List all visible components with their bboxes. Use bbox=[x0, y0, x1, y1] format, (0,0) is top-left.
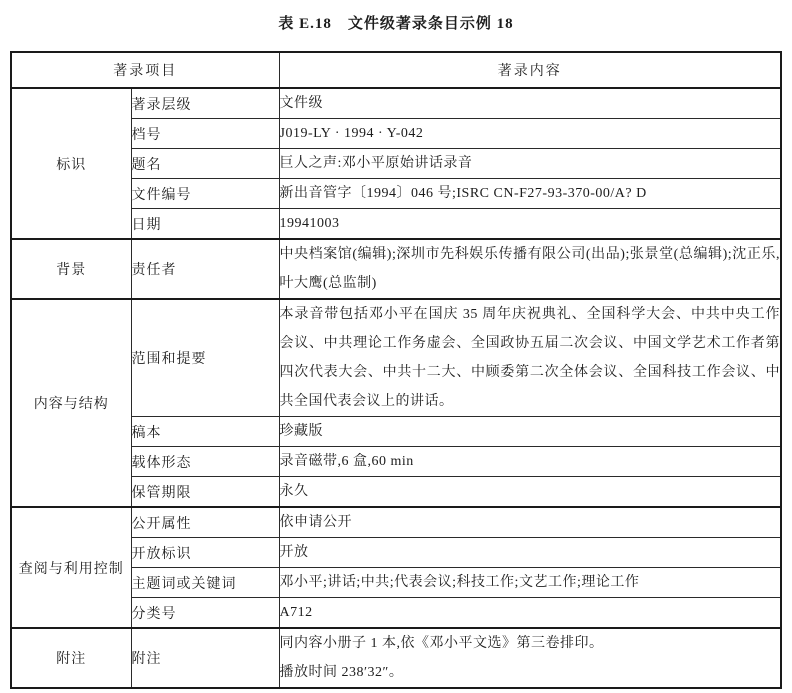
item-label-cell: 范围和提要 bbox=[131, 299, 279, 417]
content-cell bbox=[279, 477, 781, 508]
description-table bbox=[10, 51, 782, 689]
content-cell bbox=[279, 538, 781, 568]
content-line: 邓小平;讲话;中共;代表会议;科技工作;文艺工作;理论工作 bbox=[279, 575, 640, 590]
content-cell bbox=[279, 239, 781, 299]
page-title: 表 E.18 文件级著录条目示例 18 bbox=[278, 16, 514, 32]
item-label-cell: 开放标识 bbox=[131, 538, 279, 568]
content-cell bbox=[279, 149, 781, 179]
item-label-cell: 题名 bbox=[131, 149, 279, 179]
content-line: 巨人之声:邓小平原始讲话录音 bbox=[279, 156, 473, 171]
item-label-cell: 文件编号 bbox=[131, 179, 279, 209]
table-row bbox=[11, 507, 781, 538]
content-line: 新出音管字〔1994〕046 号;ISRC CN-F27-93-370-00/A? D bbox=[279, 186, 647, 201]
content-line: 珍藏版 bbox=[279, 424, 323, 439]
item-label-cell: 著录层级 bbox=[131, 88, 279, 119]
item-label-cell: 分类号 bbox=[131, 598, 279, 629]
content-line: 永久 bbox=[279, 484, 309, 499]
item-label-cell: 载体形态 bbox=[131, 447, 279, 477]
group-label-cell: 背景 bbox=[11, 239, 131, 299]
content-line: J019-LY · 1994 · Y-042 bbox=[279, 126, 424, 141]
content-cell bbox=[279, 119, 781, 149]
content-cell bbox=[279, 417, 781, 447]
content-line: 依申请公开 bbox=[279, 515, 352, 530]
item-label-cell: 稿本 bbox=[131, 417, 279, 447]
content-line: 播放时间 238′32″。 bbox=[279, 665, 404, 680]
content-cell bbox=[279, 507, 781, 538]
content-line: 本录音带包括邓小平在国庆 35 周年庆祝典礼、全国科学大会、中共中央工作会议、中共理论工作务虚会、全国政协五届二次会议、中国文学艺术工作者第四次代表大会、中共十二大、中顾委第二次全体会议、全国科技工作会议、中共全国代表会议上的讲话。 bbox=[279, 307, 780, 409]
content-cell bbox=[279, 88, 781, 119]
table-row bbox=[11, 628, 781, 688]
content-line: 中央档案馆(编辑);深圳市先科娱乐传播有限公司(出品);张景堂(总编辑);沈正乐,叶大鹰(总监制) bbox=[279, 247, 780, 291]
content-cell bbox=[279, 299, 781, 417]
content-line: 同内容小册子 1 本,依《邓小平文选》第三卷排印。 bbox=[279, 636, 604, 651]
item-label-cell: 附注 bbox=[131, 628, 279, 688]
group-label-cell: 标识 bbox=[11, 88, 131, 239]
content-cell bbox=[279, 209, 781, 240]
content-line: 文件级 bbox=[279, 96, 323, 111]
item-label-cell: 日期 bbox=[131, 209, 279, 240]
group-label-cell: 附注 bbox=[11, 628, 131, 688]
group-label-cell: 查阅与利用控制 bbox=[11, 507, 131, 628]
content-line: 开放 bbox=[279, 545, 309, 560]
table-row bbox=[11, 239, 781, 299]
content-cell bbox=[279, 179, 781, 209]
item-label-cell: 保管期限 bbox=[131, 477, 279, 508]
item-label-cell: 主题词或关键词 bbox=[131, 568, 279, 598]
table-row bbox=[11, 88, 781, 119]
content-cell bbox=[279, 598, 781, 629]
table-row bbox=[11, 299, 781, 417]
content-line: 19941003 bbox=[279, 216, 340, 231]
group-label-cell: 内容与结构 bbox=[11, 299, 131, 507]
content-line: A712 bbox=[279, 605, 313, 620]
content-cell bbox=[279, 447, 781, 477]
content-cell bbox=[279, 568, 781, 598]
item-label-cell: 责任者 bbox=[131, 239, 279, 299]
content-line: 录音磁带,6 盒,60 min bbox=[279, 454, 414, 469]
table-header-row bbox=[11, 52, 781, 88]
table-body bbox=[11, 88, 781, 688]
item-label-cell: 公开属性 bbox=[131, 507, 279, 538]
content-cell bbox=[279, 628, 781, 688]
header-cell-content: 著录内容 bbox=[279, 52, 781, 88]
header-cell-items: 著录项目 bbox=[11, 52, 279, 88]
item-label-cell: 档号 bbox=[131, 119, 279, 149]
